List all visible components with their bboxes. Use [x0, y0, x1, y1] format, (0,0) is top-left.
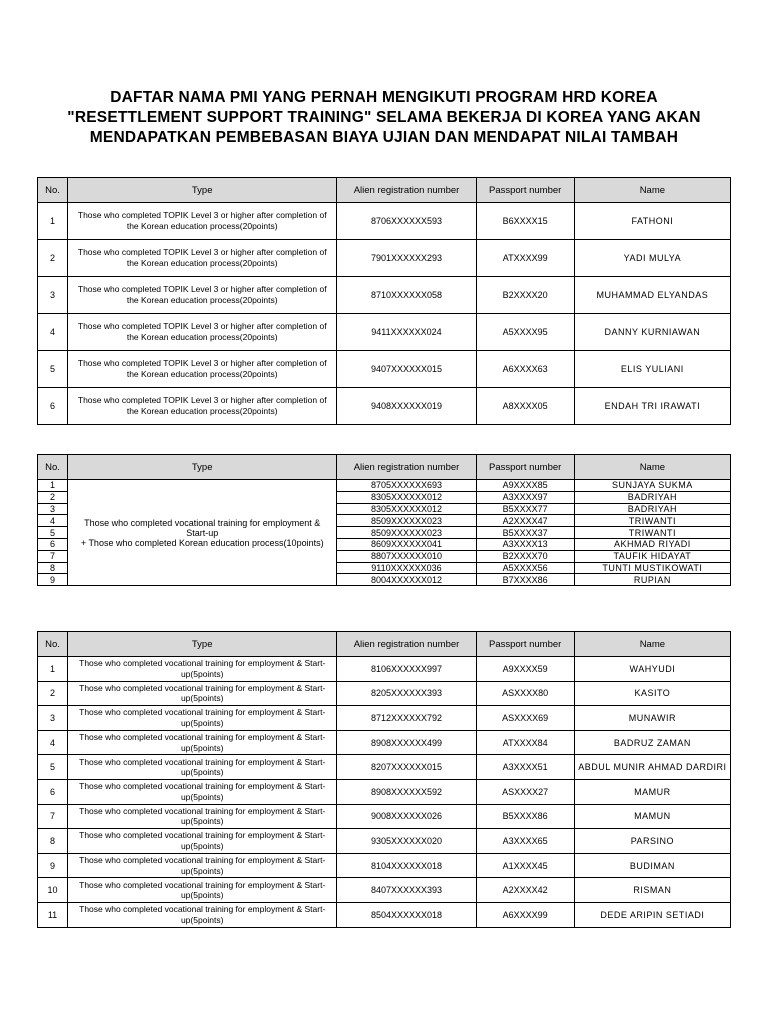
row-type: Those who completed TOPIK Level 3 or higher after completion of the Korean education process(20points)	[68, 388, 337, 425]
row-no: 10	[38, 878, 68, 903]
table-row	[38, 240, 731, 277]
row-passport: A3XXXX65	[476, 829, 574, 854]
row-name: ENDAH TRI IRAWATI	[574, 388, 730, 425]
row-no: 4	[38, 314, 68, 351]
row-passport: A8XXXX05	[476, 388, 574, 425]
row-no: 6	[38, 388, 68, 425]
row-passport: B5XXXX77	[476, 503, 574, 515]
row-type: Those who completed vocational training for employment & Start-up(5points)	[68, 657, 337, 682]
row-passport: A9XXXX59	[476, 657, 574, 682]
row-no: 2	[38, 681, 68, 706]
row-name: TRIWANTI	[574, 515, 730, 527]
table-row	[38, 480, 731, 492]
row-no: 9	[38, 853, 68, 878]
row-passport: B5XXXX86	[476, 804, 574, 829]
row-no: 9	[38, 574, 68, 586]
row-alien: 7901XXXXXX293	[337, 240, 476, 277]
row-name: KASITO	[574, 681, 730, 706]
row-alien: 8908XXXXXX499	[337, 730, 476, 755]
row-name: AKHMAD RIYADI	[574, 538, 730, 550]
header-passport: Passport number	[476, 178, 574, 203]
row-no: 4	[38, 730, 68, 755]
row-alien: 8106XXXXXX997	[337, 657, 476, 682]
row-type: Those who completed vocational training for employment & Start-up(5points)	[68, 779, 337, 804]
row-no: 3	[38, 706, 68, 731]
row-no: 2	[38, 491, 68, 503]
row-name: RISMAN	[574, 878, 730, 903]
row-name: YADI MULYA	[574, 240, 730, 277]
row-type: Those who completed TOPIK Level 3 or higher after completion of the Korean education process(20points)	[68, 314, 337, 351]
header-row	[38, 455, 731, 480]
page-title	[0, 88, 768, 148]
row-name: TRIWANTI	[574, 527, 730, 539]
header-alien: Alien registration number	[337, 632, 476, 657]
table-row	[38, 730, 731, 755]
row-alien: 8712XXXXXX792	[337, 706, 476, 731]
row-alien: 8509XXXXXX023	[337, 527, 476, 539]
row-type: Those who completed vocational training for employment & Start-up(5points)	[68, 878, 337, 903]
row-alien: 8004XXXXXX012	[337, 574, 476, 586]
row-alien: 9411XXXXXX024	[337, 314, 476, 351]
row-alien: 9008XXXXXX026	[337, 804, 476, 829]
table-row	[38, 314, 731, 351]
row-name: BADRIYAH	[574, 503, 730, 515]
row-type: Those who completed TOPIK Level 3 or higher after completion of the Korean education process(20points)	[68, 203, 337, 240]
header-no: No.	[38, 178, 68, 203]
row-type: Those who completed vocational training for employment & Start-up(5points)	[68, 902, 337, 927]
row-type: Those who completed vocational training for employment & Start-up(5points)	[68, 853, 337, 878]
row-no: 2	[38, 240, 68, 277]
row-no: 11	[38, 902, 68, 927]
row-name: DANNY KURNIAWAN	[574, 314, 730, 351]
row-alien: 8104XXXXXX018	[337, 853, 476, 878]
row-alien: 8706XXXXXX593	[337, 203, 476, 240]
header-passport: Passport number	[476, 632, 574, 657]
table-row	[38, 681, 731, 706]
row-no: 6	[38, 538, 68, 550]
row-passport: A5XXXX56	[476, 562, 574, 574]
row-type: Those who completed TOPIK Level 3 or higher after completion of the Korean education process(20points)	[68, 277, 337, 314]
header-no: No.	[38, 632, 68, 657]
row-name: WAHYUDI	[574, 657, 730, 682]
row-name: TUNTI MUSTIKOWATI	[574, 562, 730, 574]
row-passport: ASXXXX27	[476, 779, 574, 804]
vocational-korean-table	[37, 454, 731, 586]
row-no: 5	[38, 527, 68, 539]
header-name: Name	[574, 178, 730, 203]
header-type: Type	[68, 632, 337, 657]
table-row	[38, 853, 731, 878]
row-passport: A2XXXX47	[476, 515, 574, 527]
row-alien: 8509XXXXXX023	[337, 515, 476, 527]
row-no: 1	[38, 480, 68, 492]
row-passport: A3XXXX97	[476, 491, 574, 503]
row-passport: A5XXXX95	[476, 314, 574, 351]
row-name: BADRUZ ZAMAN	[574, 730, 730, 755]
header-type: Type	[68, 455, 337, 480]
row-passport: A1XXXX45	[476, 853, 574, 878]
row-no: 8	[38, 562, 68, 574]
table-row	[38, 779, 731, 804]
row-no: 5	[38, 755, 68, 780]
header-name: Name	[574, 455, 730, 480]
header-row	[38, 632, 731, 657]
row-alien: 9305XXXXXX020	[337, 829, 476, 854]
header-name: Name	[574, 632, 730, 657]
row-name: SUNJAYA SUKMA	[574, 480, 730, 492]
row-alien: 8407XXXXXX393	[337, 878, 476, 903]
row-name: TAUFIK HIDAYAT	[574, 550, 730, 562]
row-alien: 8305XXXXXX012	[337, 503, 476, 515]
row-name: BADRIYAH	[574, 491, 730, 503]
row-passport: B2XXXX20	[476, 277, 574, 314]
table-row	[38, 277, 731, 314]
row-name: BUDIMAN	[574, 853, 730, 878]
row-no: 1	[38, 203, 68, 240]
title-line-1: DAFTAR NAMA PMI YANG PERNAH MENGIKUTI PROGRAM HRD KOREA	[110, 89, 658, 106]
header-no: No.	[38, 455, 68, 480]
row-passport: B5XXXX37	[476, 527, 574, 539]
row-alien: 9110XXXXXX036	[337, 562, 476, 574]
table-row	[38, 388, 731, 425]
row-name: MUNAWIR	[574, 706, 730, 731]
row-name: MUHAMMAD ELYANDAS	[574, 277, 730, 314]
row-no: 4	[38, 515, 68, 527]
row-no: 7	[38, 804, 68, 829]
row-passport: A9XXXX85	[476, 480, 574, 492]
row-type: Those who completed vocational training for employment & Start-up(5points)	[68, 829, 337, 854]
row-passport: A3XXXX13	[476, 538, 574, 550]
vocational-table	[37, 631, 731, 928]
row-name: MAMUR	[574, 779, 730, 804]
row-name: RUPIAN	[574, 574, 730, 586]
row-no: 5	[38, 351, 68, 388]
row-passport: B6XXXX15	[476, 203, 574, 240]
row-type: Those who completed vocational training for employment & Start-up(5points)	[68, 804, 337, 829]
row-passport: ATXXXX84	[476, 730, 574, 755]
header-type: Type	[68, 178, 337, 203]
row-type: Those who completed vocational training for employment & Start-up(5points)	[68, 706, 337, 731]
header-alien: Alien registration number	[337, 455, 476, 480]
row-type: Those who completed vocational training for employment & Start-up(5points)	[68, 755, 337, 780]
row-alien: 8705XXXXXX693	[337, 480, 476, 492]
table-row	[38, 351, 731, 388]
row-name: FATHONI	[574, 203, 730, 240]
topik-table	[37, 177, 731, 425]
row-alien: 8305XXXXXX012	[337, 491, 476, 503]
row-type: Those who completed vocational training for employment & Start-up(5points)	[68, 730, 337, 755]
row-alien: 8908XXXXXX592	[337, 779, 476, 804]
header-passport: Passport number	[476, 455, 574, 480]
title-line-2: "RESETTLEMENT SUPPORT TRAINING" SELAMA BEKERJA DI KOREA YANG AKAN	[67, 109, 701, 126]
header-row	[38, 178, 731, 203]
row-no: 3	[38, 503, 68, 515]
row-passport: A3XXXX51	[476, 755, 574, 780]
row-passport: ATXXXX99	[476, 240, 574, 277]
table-row	[38, 203, 731, 240]
row-name: MAMUN	[574, 804, 730, 829]
row-alien: 8710XXXXXX058	[337, 277, 476, 314]
title-line-3: MENDAPATKAN PEMBEBASAN BIAYA UJIAN DAN MENDAPAT NILAI TAMBAH	[89, 129, 679, 146]
row-passport: A6XXXX99	[476, 902, 574, 927]
row-alien: 8504XXXXXX018	[337, 902, 476, 927]
row-name: PARSINO	[574, 829, 730, 854]
table-row	[38, 902, 731, 927]
table-row	[38, 878, 731, 903]
row-name: ABDUL MUNIR AHMAD DARDIRI	[574, 755, 730, 780]
row-alien: 8205XXXXXX393	[337, 681, 476, 706]
row-no: 6	[38, 779, 68, 804]
row-alien: 9408XXXXXX019	[337, 388, 476, 425]
table-row	[38, 755, 731, 780]
row-no: 1	[38, 657, 68, 682]
row-name: DEDE ARIPIN SETIADI	[574, 902, 730, 927]
row-no: 3	[38, 277, 68, 314]
table-row	[38, 657, 731, 682]
row-type: Those who completed vocational training for employment & Start-up(5points)	[68, 681, 337, 706]
row-alien: 8207XXXXXX015	[337, 755, 476, 780]
row-passport: A6XXXX63	[476, 351, 574, 388]
table-row	[38, 804, 731, 829]
row-alien: 8807XXXXXX010	[337, 550, 476, 562]
row-alien: 9407XXXXXX015	[337, 351, 476, 388]
row-type-merged: Those who completed vocational training for employment & Start-up + Those who completed Korean education process(10points)	[68, 480, 337, 586]
row-passport: B7XXXX86	[476, 574, 574, 586]
row-passport: ASXXXX80	[476, 681, 574, 706]
row-no: 7	[38, 550, 68, 562]
row-name: ELIS YULIANI	[574, 351, 730, 388]
table-row	[38, 706, 731, 731]
row-passport: A2XXXX42	[476, 878, 574, 903]
row-type: Those who completed TOPIK Level 3 or higher after completion of the Korean education process(20points)	[68, 240, 337, 277]
row-type: Those who completed TOPIK Level 3 or higher after completion of the Korean education process(20points)	[68, 351, 337, 388]
header-alien: Alien registration number	[337, 178, 476, 203]
row-no: 8	[38, 829, 68, 854]
row-alien: 8609XXXXXX041	[337, 538, 476, 550]
table-row	[38, 829, 731, 854]
row-passport: B2XXXX70	[476, 550, 574, 562]
row-passport: ASXXXX69	[476, 706, 574, 731]
